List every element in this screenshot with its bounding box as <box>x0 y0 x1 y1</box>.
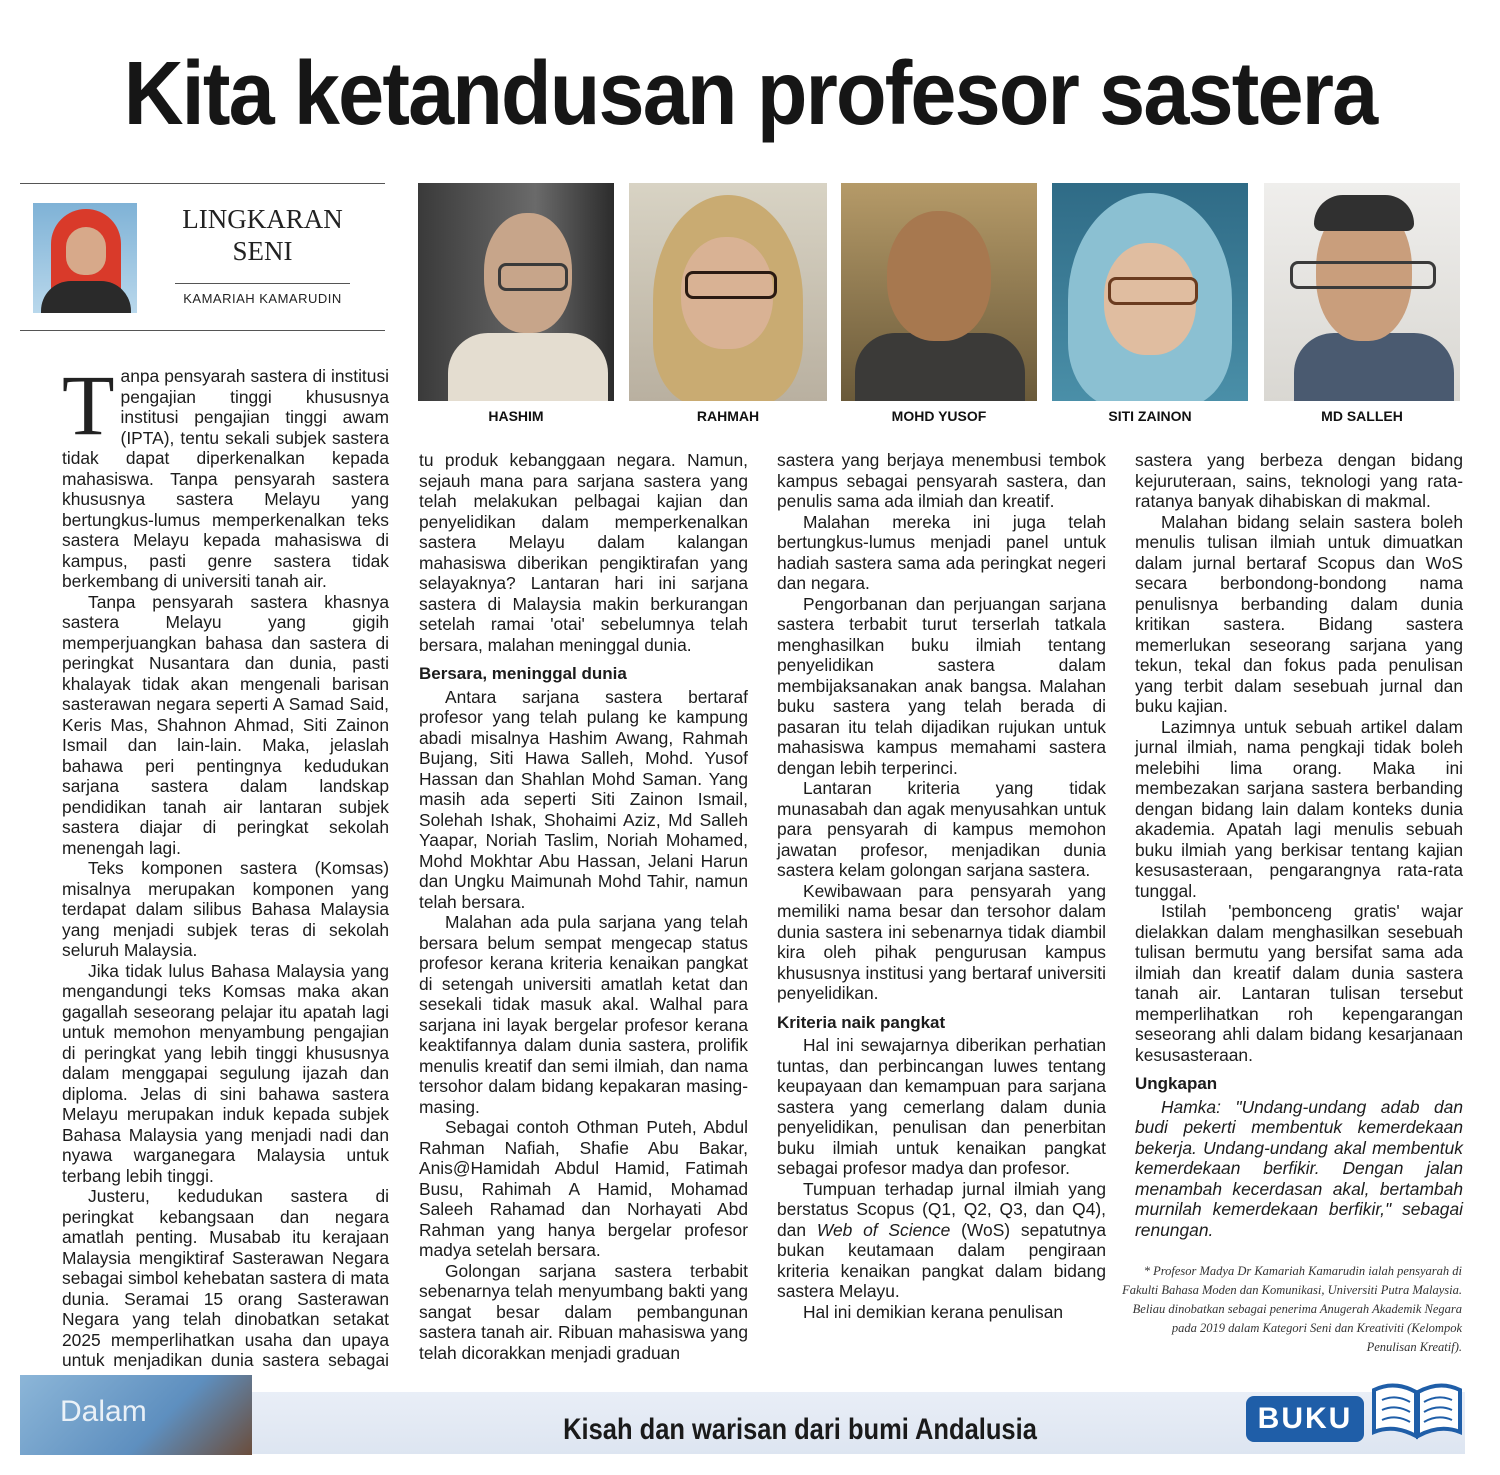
article-column-3 <box>777 450 1106 1322</box>
article-paragraph: Hal ini sewajarnya diberikan perhatian tuntas, dan perbincangan luwes tentang keupayaan dan kemampuan para sarjana sastera yang cemerlang dalam dunia penyelidikan, penulisan dan penerbitan buku ilmiah untuk kenaikan pangkat sebagai profesor madya dan profesor. <box>777 1035 1106 1178</box>
article-paragraph: Malahan ada pula sarjana yang telah bersara belum sempat mengecap status profesor kerana kriteria kenaikan pangkat di setengah universiti amatlah ketat dan sesekali tidak masuk akal. Walhal para sarjana ini layak bergelar profesor kerana keaktifannya dalam dunia sastera, prolifik menulis kreatif dan semi ilmiah, dan nama tersohor dalam bidang kepakaran masing-masing. <box>419 912 748 1117</box>
article-paragraph: sastera yang berjaya menembusi tembok kampus sebagai pensyarah sastera, dan penulis sama ada ilmiah dan kreatif. <box>777 450 1106 511</box>
section-heading: Kriteria naik pangkat <box>777 1012 946 1032</box>
article-paragraph: Teks komponen sastera (Komsas) misalnya merupakan komponen yang terdapat dalam silibus Bahasa Malaysia yang menjadi subjek teras di sekolah seluruh Malaysia. <box>62 858 389 960</box>
article-paragraph: sastera yang berbeza dengan bidang kejuruteraan, sains, teknologi yang rata-ratanya banyak dihabiskan di makmal. <box>1135 450 1463 511</box>
article-paragraph: Justeru, kedudukan sastera di peringkat kebangsaan dan negara amatlah penting. Musabab itu kerajaan Malaysia mengiktiraf Sasterawan Negara sebagai simbol kehebatan sastera di mata dunia. Seramai 15 orang Sasterawan Negara yang telah dinobatkan setakat 2025 memperlihatkan usaha dan upaya untuk menjadikan dunia sastera sebagai <box>62 1186 389 1370</box>
photo-caption-hashim: HASHIM <box>488 408 544 424</box>
article-paragraph: Hal ini demikian kerana penulisan <box>803 1301 1064 1322</box>
article-paragraph: Tumpuan terhadap jurnal ilmiah yang berstatus Scopus (Q1, Q2, Q3, dan Q4), dan Web of Science (WoS) sepatutnya bukan keutamaan dalam pengiraan kriteria kenaikan pangkat dalam bidang sastera Melayu. <box>777 1178 1106 1301</box>
photo-caption-siti-zainon: SITI ZAINON <box>1108 408 1192 424</box>
photo-caption-mohd-yusof: MOHD YUSOF <box>891 408 987 424</box>
portrait-photo-hashim <box>418 183 614 401</box>
drop-cap: T <box>62 357 115 453</box>
column-header-bottom-rule <box>20 330 385 331</box>
photo-caption-md-salleh: MD SALLEH <box>1321 408 1403 424</box>
article-paragraph: Lantaran kriteria yang tidak munasabah dan agak menyusahkan untuk para pensyarah di kampus memohon jawatan profesor, menjadikan dunia sastera kelam golongan sarjana sastera. <box>777 778 1106 880</box>
section-heading: Bersara, meninggal dunia <box>419 664 627 683</box>
column-name <box>150 203 375 267</box>
portrait-photo-mohd-yusof <box>841 183 1037 401</box>
buku-section-badge: BUKU <box>1246 1396 1364 1442</box>
article-column-4 <box>1135 450 1463 1240</box>
column-name-line2: SENI <box>232 236 293 266</box>
closing-quote: Hamka: "Undang-undang adab dan budi pekerti membentuk kemerdekaan bekerja. Undang-undang akal membentuk kemerdekaan berfikir. Dengan jalan menambah kecerdasan akal, bertambah murnilah kemerdekaan berfikir," sebagai renungan. <box>1135 1096 1463 1240</box>
portrait-photo-rahmah <box>629 183 827 401</box>
article-paragraph: Sebagai contoh Othman Puteh, Abdul Rahman Nafiah, Shafie Abu Bakar, Anis@Hamidah Abdul Hamid, Fatimah Busu, Rahimah A Hamid, Mohamad Saleeh Rahamad dan Norhayati Abd Rahman yang hanya bergelar profesor madya setelah bersara. <box>419 1117 748 1260</box>
next-article-thumbnail[interactable] <box>20 1375 252 1455</box>
article-paragraph: Antara sarjana sastera bertaraf profesor yang telah pulang ke kampung abadi misalnya Hashim Awang, Rahmah Bujang, Siti Hawa Salleh, Mohd. Yusof Hassan dan Shahlan Mohd Saman. Yang masih ada seperti Siti Zainon Ismail, Solehah Ishak, Shohaimi Aziz, Md Salleh Yaapar, Noriah Taslim, Noriah Mohamed, Mohd Mokhtar Abu Hassan, Jelani Harun dan Ungku Maimunah Mohd Tahir, namun telah bersara. <box>419 686 748 912</box>
article-paragraph: Malahan mereka ini juga telah bertungkus-lumus menjadi panel untuk hadiah sastera sama ada peringkat negeri dan negara. <box>777 511 1106 593</box>
section-heading: Ungkapan <box>1135 1074 1218 1093</box>
thumbnail-text: Dalam <box>60 1395 147 1428</box>
next-article-title[interactable]: Kisah dan warisan dari bumi Andalusia <box>563 1413 1037 1446</box>
article-paragraph: tu produk kebanggaan negara. Namun, sejauh mana para sarjana sastera yang telah melakukan pelbagai kajian dan penyelidikan dalam memperkenalkan sastera Melayu dalam kalangan mahasiswa diberikan pengiktirafan yang selayaknya? Lantaran hari ini sarjana sastera di Malaysia makin berkurangan setelah ramai 'otai' sebelumnya telah bersara, malahan meninggal dunia. <box>419 450 748 655</box>
author-photo <box>33 203 137 313</box>
author-name: KAMARIAH KAMARUDIN <box>183 291 342 306</box>
article-column-2 <box>419 450 748 1363</box>
portrait-photo-md-salleh <box>1264 183 1460 401</box>
portrait-photo-siti-zainon <box>1052 183 1248 401</box>
column-name-line1: LINGKARAN <box>182 204 343 234</box>
article-paragraph: Kewibawaan para pensyarah yang memiliki nama besar dan tersohor dalam dunia sastera ini sebenarnya tidak diambil kira oleh pihak pengurusan kampus khususnya institusi yang bertaraf universiti penyelidikan. <box>777 880 1106 1003</box>
article-paragraph: Pengorbanan dan perjuangan sarjana sastera terbabit turut terserlah tatkala menghasilkan buku ilmiah tentang penyelidikan sastera dalam membijaksanakan anak bangsa. Malahan buku sastera yang telah berada di pasaran itu telah dijadikan rujukan untuk mahasiswa kampus memahami sastera dengan lebih terperinci. <box>777 593 1106 778</box>
column-name-divider <box>175 283 350 284</box>
photo-caption-rahmah: RAHMAH <box>696 408 760 424</box>
article-paragraph: Golongan sarjana sastera terbabit sebenarnya telah menyumbang bakti yang sangat besar dalam pembangunan sastera tanah air. Ribuan mahasiswa yang telah dicorakkan menjadi graduan <box>419 1260 748 1363</box>
author-bio: * Profesor Madya Dr Kamariah Kamarudin ialah pensyarah di Fakulti Bahasa Moden dan Komunikasi, Universiti Putra Malaysia. Beliau dinobatkan sebagai penerima Anugerah Akademik Negara pada 2019 dalam Kategori Seni dan Kreativiti (Kelompok Penulisan Kreatif). <box>1122 1264 1462 1354</box>
open-book-icon <box>1370 1372 1464 1442</box>
article-paragraph: Malahan bidang selain sastera boleh menulis tulisan ilmiah untuk dimuatkan dalam jurnal bertaraf Scopus dan WoS secara berbondong-bondong nama penulisnya berbanding dalam dunia kritikan sastera. Bidang sastera memerlukan seseorang sarjana yang tekun, tekal dan fokus pada penulisan yang terbit dalam sesebuah jurnal dan buku kajian. <box>1135 511 1463 716</box>
article-column-1 <box>62 357 389 1391</box>
article-paragraph: Tanpa pensyarah sastera di institusi pengajian tinggi khususnya institusi pengajian tinggi awam (IPTA), tentu sekali subjek sastera tidak dapat diperkenalkan kepada mahasiswa. Tanpa pensyarah sastera khususnya sastera Melayu yang bertungkus-lumus memperkenalkan teks sastera Melayu kepada mahasiswa di kampus, pasti genre sastera tidak berkembang di universiti tanah air. <box>62 357 389 591</box>
column-header-top-rule <box>20 183 385 184</box>
article-paragraph: Tanpa pensyarah sastera khasnya sastera Melayu yang gigih memperjuangkan bahasa dan sastera di peringkat Nusantara dan dunia, pasti khalayak tidak akan mengenali barisan sasterawan negara seperti A Samad Said, Keris Mas, Shahnon Ahmad, Siti Zainon Ismail dan lain-lain. Maka, jelaslah bahawa peri pentingnya kedudukan sarjana sastera dalam landskap pendidikan tanah air lantaran subjek sastera diajar di peringkat sekolah menengah lagi. <box>62 591 389 858</box>
article-paragraph: Jika tidak lulus Bahasa Malaysia yang mengandungi teks Komsas maka akan gagallah seseorang pelajar itu apatah lagi untuk memohon menyambung pengajian di peringkat yang lebih tinggi khususnya dalam menggapai segulung ijazah dan diploma. Jelas di sini bahawa sastera Melayu merupakan induk kepada subjek Bahasa Malaysia yang menjadi nadi dan nyawa warganegara Malaysia untuk terbang lebih tinggi. <box>62 960 389 1186</box>
article-paragraph: Lazimnya untuk sebuah artikel dalam jurnal ilmiah, nama pengkaji tidak boleh melebihi lima orang. Maka ini membezakan sarjana sastera berbanding dengan bidang lain dalam konteks dunia akademia. Apatah lagi menulis sebuah buku ilmiah yang berkisar tentang kajian kesusasteraan, pengarangnya rata-rata tunggal. <box>1135 716 1463 901</box>
article-paragraph: Istilah 'pembonceng gratis' wajar dielakkan dalam menghasilkan sesebuah tulisan bermutu yang bersifat sama ada ilmiah dan kreatif dalam dunia sastera tanah air. Lantaran tulisan tersebut memperlihatkan roh kepengarangan seseorang ahli dalam bidang kesarjanaan kesusasteraan. <box>1135 901 1463 1065</box>
headline: Kita ketandusan profesor sastera <box>123 44 1377 144</box>
